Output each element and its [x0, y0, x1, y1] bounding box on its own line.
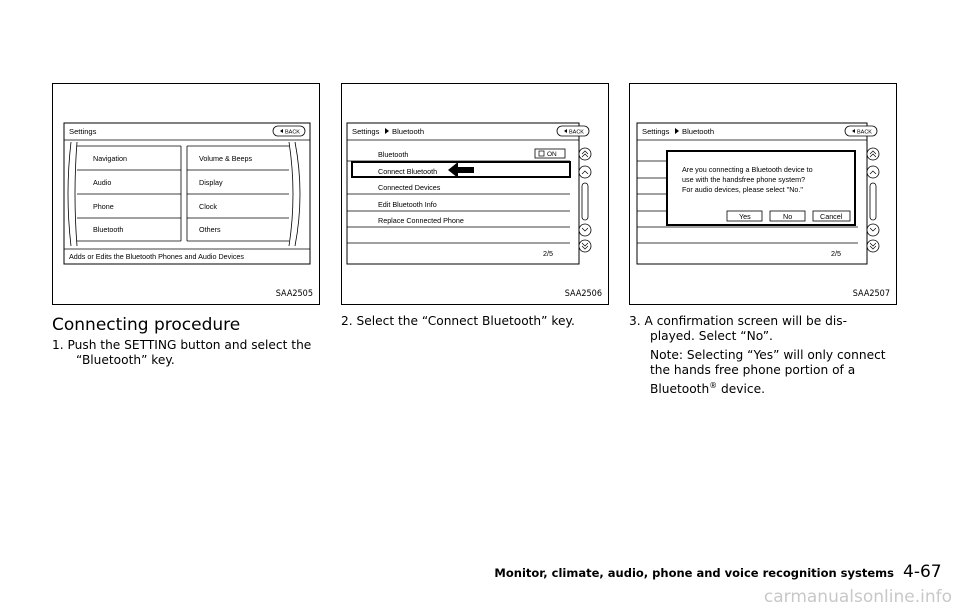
scrollbar[interactable]: [582, 183, 588, 220]
menu-item-display[interactable]: Display: [199, 178, 223, 187]
menu-item-phone[interactable]: Phone: [93, 202, 114, 211]
note-line-2: the hands free phone portion of a: [650, 363, 856, 377]
screen-title: Settings: [69, 127, 97, 136]
confirmation-dialog: [667, 151, 855, 225]
dialog-no-button[interactable]: [770, 211, 805, 221]
screen-title: Settings: [352, 127, 380, 136]
dialog-cancel-button[interactable]: [813, 211, 850, 221]
svg-text:ON: ON: [547, 151, 557, 158]
figure-code: SAA2505: [275, 289, 313, 299]
menu-item-bluetooth[interactable]: Bluetooth: [93, 225, 124, 234]
figure-confirmation-dialog: [629, 83, 897, 305]
scroll-up-icon[interactable]: [579, 166, 591, 178]
figure-settings-menu: [52, 83, 320, 305]
back-button[interactable]: [273, 126, 305, 136]
menu-item-audio[interactable]: Audio: [93, 178, 112, 187]
scroll-up-icon[interactable]: [867, 166, 879, 178]
step-1-line-1: 1. Push the SETTING button and select the: [52, 338, 312, 352]
svg-text:BACK: BACK: [569, 129, 584, 136]
back-button[interactable]: [557, 126, 589, 136]
menu-item-volume-beeps[interactable]: Volume & Beeps: [199, 154, 253, 163]
menu-left-column: [68, 142, 181, 246]
step-3-line-1: 3. A confirmation screen will be dis-: [629, 314, 847, 328]
step-2: 2. Select the “Connect Bluetooth” key.: [341, 314, 575, 328]
bluetooth-toggle[interactable]: [535, 149, 565, 158]
dialog-message-line-3: For audio devices, please select "No.": [682, 185, 803, 194]
back-button[interactable]: [845, 126, 877, 136]
svg-text:Yes: Yes: [739, 212, 751, 221]
svg-text:Cancel: Cancel: [820, 212, 843, 221]
registered-mark: ®: [709, 381, 718, 390]
scroll-down-icon[interactable]: [867, 224, 879, 236]
settings-screen-illustration: [53, 84, 319, 304]
list-item-connected-devices[interactable]: Connected Devices: [378, 183, 441, 192]
dialog-message-line-2: use with the handsfree phone system?: [682, 175, 806, 184]
svg-text:BACK: BACK: [285, 129, 300, 136]
page-indicator: 2/5: [831, 249, 841, 258]
section-heading: Connecting procedure: [52, 315, 241, 335]
menu-item-navigation[interactable]: Navigation: [93, 154, 127, 163]
page-indicator: 2/5: [543, 249, 553, 258]
figure-code: SAA2507: [852, 289, 890, 299]
scroll-controls: [867, 148, 879, 252]
list-item-connect-bluetooth[interactable]: Connect Bluetooth: [378, 167, 438, 176]
svg-text:Settings: [352, 127, 380, 136]
menu-item-others[interactable]: Others: [199, 225, 221, 234]
menu-item-clock[interactable]: Clock: [199, 202, 217, 211]
svg-text:No: No: [783, 212, 793, 221]
list-item-replace-connected-phone[interactable]: Replace Connected Phone: [378, 216, 464, 225]
dialog-yes-button[interactable]: [727, 211, 762, 221]
screen-title: Settings: [642, 127, 670, 136]
menu-right-column: [187, 142, 300, 246]
step-1-line-2: “Bluetooth” key.: [76, 353, 175, 367]
figure-bluetooth-menu: [341, 83, 609, 305]
screen-subtitle: Bluetooth: [682, 127, 715, 136]
step-3-line-2: played. Select “No”.: [650, 329, 773, 343]
note-line-3: Bluetooth® device.: [650, 381, 765, 397]
dialog-message-line-1: Are you connecting a Bluetooth device to: [682, 165, 813, 174]
scrollbar[interactable]: [870, 183, 876, 220]
scroll-controls: [579, 148, 591, 252]
status-bar-text: Adds or Edits the Bluetooth Phones and Audio Devices: [69, 252, 245, 261]
svg-text:BACK: BACK: [857, 129, 872, 136]
bluetooth-screen-illustration: [342, 84, 608, 304]
confirmation-screen-illustration: [630, 84, 896, 304]
list-item-edit-bluetooth-info[interactable]: Edit Bluetooth Info: [378, 200, 437, 209]
scroll-down-icon[interactable]: [579, 224, 591, 236]
breadcrumb-arrow-icon: [385, 128, 389, 134]
list-item-bluetooth[interactable]: Bluetooth: [378, 150, 409, 159]
screen-subtitle: Bluetooth: [392, 127, 425, 136]
watermark: carmanualsonline.info: [763, 587, 952, 607]
note-line-1: Note: Selecting “Yes” will only connect: [650, 348, 886, 362]
footer-section-title: Monitor, climate, audio, phone and voice recognition systems: [494, 566, 894, 580]
breadcrumb-arrow-icon: [675, 128, 679, 134]
page-number: 4-67: [903, 562, 942, 582]
back-arrow-icon: [280, 129, 283, 133]
figure-code: SAA2506: [564, 289, 602, 299]
